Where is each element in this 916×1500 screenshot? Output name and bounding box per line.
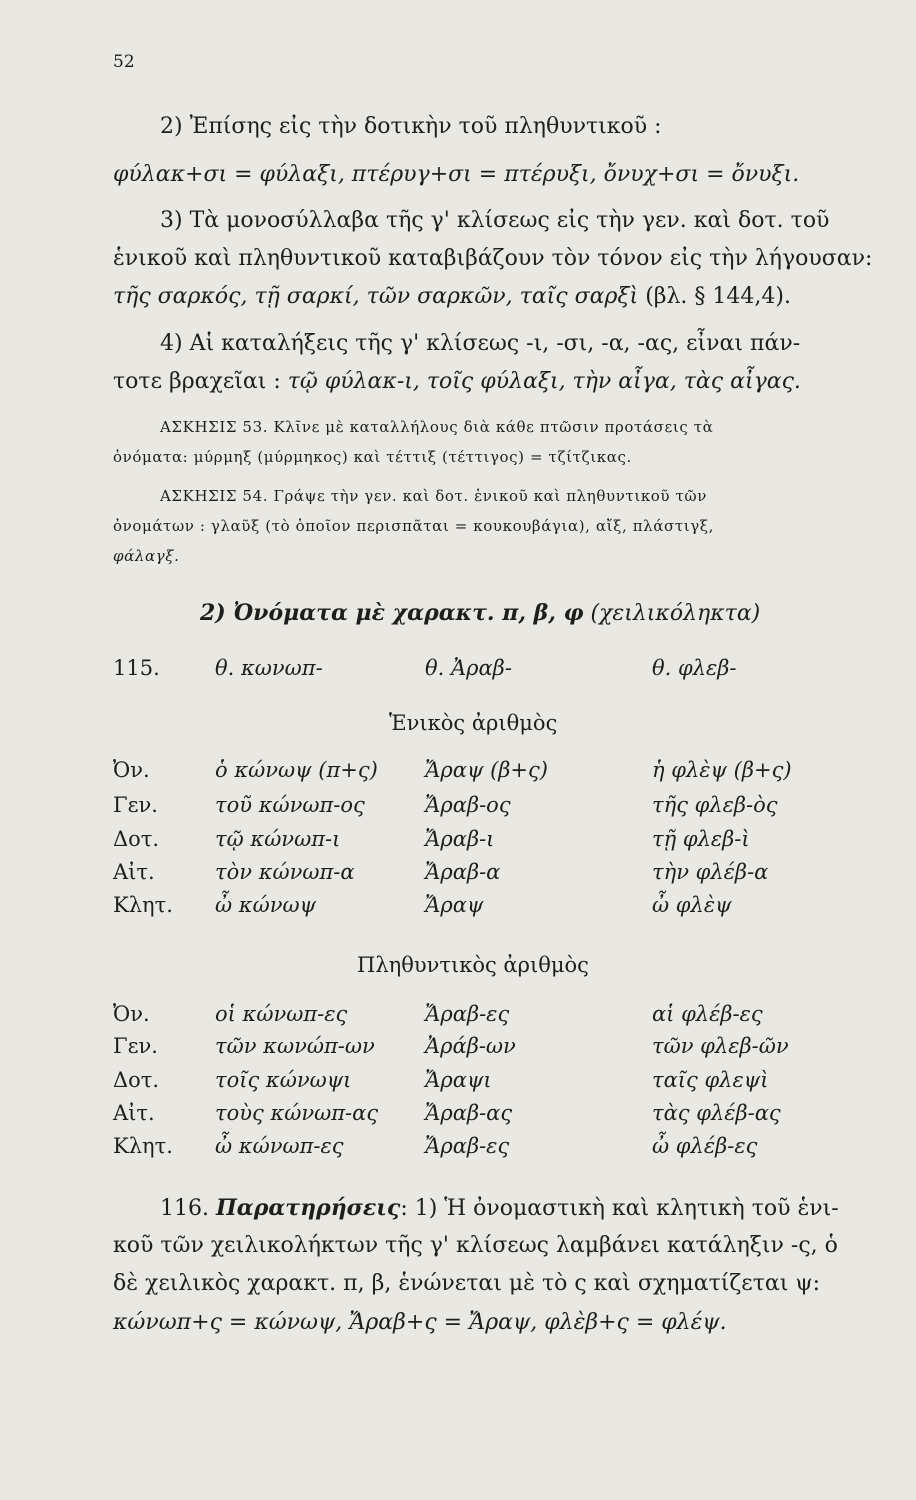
form-col3: ταῖς φλεψὶ <box>652 1068 769 1092</box>
form-col2: Ἄραψ <box>425 893 484 917</box>
para3-examples: τῆς σαρκός, τῇ σαρκί, τῶν σαρκῶν, ταῖς σαρξὶ <box>113 284 639 309</box>
form-col1: τῶν κωνώπ-ων <box>215 1034 375 1058</box>
para2-line2: φύλακ+σι = φύλαξι, πτέρυγ+σι = πτέρυξι, ὄνυχ+σι = ὄνυξι. <box>113 162 800 187</box>
exercise54-line2: ὀνομάτων : γλαῦξ (τὸ ὁποῖον περισπᾶται = κουκουβάγια), αἴξ, πλάστιγξ, <box>113 517 715 535</box>
form-col3: τὴν φλέβ-α <box>652 860 769 884</box>
case-label: Αἰτ. <box>113 860 155 884</box>
form-col1: ὦ κώνωψ <box>215 893 317 917</box>
form-col1: ὁ κώνωψ (π+ς) <box>215 758 378 782</box>
section-subtitle: (χειλικόληκτα) <box>590 601 761 626</box>
page-number: 52 <box>113 52 135 72</box>
exercise53-line1: ΑΣΚΗΣΙΣ 53. Κλῖνε μὲ καταλλήλους διὰ κάθε πτῶσιν προτάσεις τὰ <box>160 418 714 436</box>
case-label: Γεν. <box>113 1034 158 1058</box>
para4-text-c: εἶναι πάν- <box>686 331 801 356</box>
item116-line1 <box>160 1193 839 1224</box>
para3-line3 <box>113 282 791 312</box>
item115-stem-1: θ. κωνωπ- <box>215 656 323 680</box>
form-col2: Ἄραβ-ες <box>425 1134 510 1158</box>
form-col1: τοῖς κώνωψι <box>215 1068 352 1092</box>
section-title: 2) Ὀνόματα μὲ χαρακτ. π, β, φ <box>200 600 584 626</box>
form-col1: τῷ κώνωπ-ι <box>215 827 341 851</box>
form-col3: ἡ φλὲψ (β+ς) <box>652 758 792 782</box>
form-col3: αἱ φλέβ-ες <box>652 1002 763 1026</box>
form-col1: τοὺς κώνωπ-ας <box>215 1101 379 1125</box>
item116-text: : 1) Ἡ ὀνομαστικὴ καὶ κλητικὴ τοῦ ἑνι- <box>400 1196 839 1221</box>
exercise54-line1: ΑΣΚΗΣΙΣ 54. Γράψε τὴν γεν. καὶ δοτ. ἑνικοῦ καὶ πληθυντικοῦ τῶν <box>160 487 707 505</box>
form-col2: Ἄραβ-ες <box>425 1002 510 1026</box>
form-col1: ὦ κώνωπ-ες <box>215 1134 344 1158</box>
case-label: Κλητ. <box>113 893 173 917</box>
para4-examples: τῷ φύλακ-ι, τοῖς φύλαξι, τὴν αἶγα, τὰς αἶγας. <box>287 369 801 394</box>
form-col1: οἱ κώνωπ-ες <box>215 1002 348 1026</box>
singular-heading: Ἑνικὸς ἀριθμὸς <box>389 711 558 735</box>
para4-endings: -ι, -σι, -α, -ας, <box>526 331 680 356</box>
item116-line4: κώνωπ+ς = κώνωψ, Ἄραβ+ς = Ἄραψ, φλὲβ+ς = φλέψ. <box>113 1310 727 1335</box>
case-label: Κλητ. <box>113 1134 173 1158</box>
para3-line2: ἑνικοῦ καὶ πληθυντικοῦ καταβιβάζουν τὸν τόνον εἰς τὴν λήγουσαν: <box>113 246 873 271</box>
form-col1: τοῦ κώνωπ-ος <box>215 793 365 817</box>
case-label: Γεν. <box>113 793 158 817</box>
section-heading <box>200 598 760 629</box>
form-col3: τῆς φλεβ-ὸς <box>652 793 778 817</box>
case-label: Ὀν. <box>113 758 150 782</box>
case-label: Αἰτ. <box>113 1101 155 1125</box>
item115-stem-3: θ. φλεβ- <box>652 656 737 680</box>
form-col2: Ἀράβ-ων <box>425 1034 516 1058</box>
form-col2: Ἄραψ (β+ς) <box>425 758 548 782</box>
form-col3: ὦ φλέβ-ες <box>652 1134 758 1158</box>
item115-stem-2: θ. Ἀραβ- <box>425 656 512 680</box>
para4-text-a: 4) Αἱ καταλήξεις τῆς γ' κλίσεως <box>160 331 520 356</box>
form-col2: Ἄραψι <box>425 1068 492 1092</box>
form-col3: τῶν φλεβ-ῶν <box>652 1034 789 1058</box>
form-col1: τὸν κώνωπ-α <box>215 860 355 884</box>
case-label: Δοτ. <box>113 827 160 851</box>
plural-heading: Πληθυντικὸς ἀριθμὸς <box>357 953 589 977</box>
case-label: Ὀν. <box>113 1002 150 1026</box>
item116-line3: δὲ χειλικὸς χαρακτ. π, β, ἑνώνεται μὲ τὸ ς καὶ σχηματίζεται ψ: <box>113 1271 821 1296</box>
para3-reference: (βλ. § 144,4). <box>645 284 791 309</box>
form-col3: ὦ φλὲψ <box>652 893 732 917</box>
form-col2: Ἄραβ-ας <box>425 1101 513 1125</box>
form-col2: Ἄραβ-α <box>425 860 501 884</box>
item116-line2: κοῦ τῶν χειλικολήκτων τῆς γ' κλίσεως λαμβάνει κατάληξιν -ς, ὁ <box>113 1233 838 1258</box>
exercise54-line3: φάλαγξ. <box>113 547 180 565</box>
para4-line1 <box>160 329 800 359</box>
para4-short: τοτε βραχεῖαι : <box>113 369 281 394</box>
form-col3: τὰς φλέβ-ας <box>652 1101 781 1125</box>
form-col3: τῇ φλεβ-ὶ <box>652 827 750 851</box>
item116-label: Παρατηρήσεις <box>215 1195 401 1221</box>
para2-line1: 2) Ἐπίσης εἰς τὴν δοτικὴν τοῦ πληθυντικοῦ : <box>160 114 662 139</box>
para4-line2 <box>113 367 801 397</box>
item116-number: 116. <box>160 1196 209 1221</box>
para3-line1: 3) Τὰ μονοσύλλαβα τῆς γ' κλίσεως εἰς τὴν γεν. καὶ δοτ. τοῦ <box>160 208 830 233</box>
exercise53-line2: ὀνόματα: μύρμηξ (μύρμηκος) καὶ τέττιξ (τέττιγος) = τζίτζικας. <box>113 448 632 466</box>
item115-number: 115. <box>113 656 160 680</box>
case-label: Δοτ. <box>113 1068 160 1092</box>
form-col2: Ἄραβ-ι <box>425 827 495 851</box>
form-col2: Ἄραβ-ος <box>425 793 511 817</box>
